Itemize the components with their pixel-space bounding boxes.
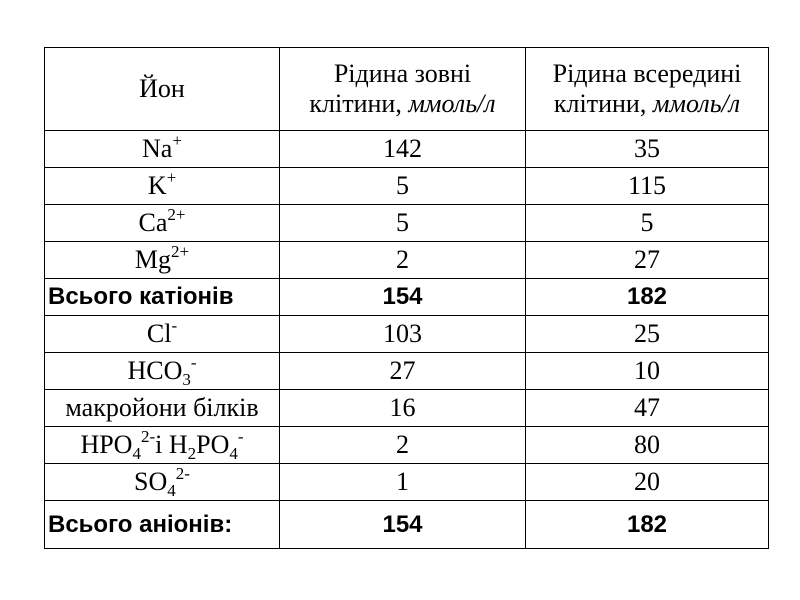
ion-cell (45, 168, 280, 205)
ion-cell (45, 427, 280, 464)
outside-value: 2 (280, 427, 526, 464)
ion-charge: + (166, 168, 177, 188)
outside-value: 1 (280, 464, 526, 501)
ion-formula-part: PO (196, 430, 230, 459)
ion-charge: 2+ (167, 205, 186, 225)
ion-cell (45, 353, 280, 390)
ion-charge: 2+ (171, 242, 190, 262)
header-inside-line2: клітини, (553, 89, 647, 118)
ion-cell (45, 131, 280, 168)
ion-subscript: 4 (132, 444, 141, 464)
ion-subscript: 4 (229, 444, 238, 464)
outside-value: 154 (280, 279, 526, 316)
inside-value: 47 (526, 390, 769, 427)
ion-concentration-table (44, 47, 769, 549)
ion-charge: - (190, 353, 197, 373)
ion-symbol: Na (142, 134, 173, 163)
outside-value: 2 (280, 242, 526, 279)
inside-value: 25 (526, 316, 769, 353)
table-row (45, 168, 769, 205)
ion-charge: 2- (175, 464, 190, 484)
outside-value: 16 (280, 390, 526, 427)
outside-value: 154 (280, 501, 526, 549)
table-row (45, 205, 769, 242)
table-row (45, 131, 769, 168)
ion-formula-joiner: і H (155, 430, 188, 459)
total-cations-label: Всього катіонів (45, 279, 280, 316)
table-row (45, 464, 769, 501)
ion-formula-part: SO (134, 467, 168, 496)
outside-value: 27 (280, 353, 526, 390)
inside-value: 20 (526, 464, 769, 501)
ion-symbol: Mg (134, 245, 172, 274)
total-anions-row (45, 501, 769, 549)
ion-formula-part: HCO (127, 356, 183, 385)
ion-symbol: K (147, 171, 167, 200)
inside-value: 10 (526, 353, 769, 390)
ion-charge: - (171, 316, 178, 336)
inside-value: 115 (526, 168, 769, 205)
ion-symbol: Cl (146, 319, 172, 348)
ion-symbol: Ca (138, 208, 168, 237)
header-outside-cell (280, 48, 526, 131)
ion-charge: 2- (140, 427, 156, 447)
inside-value: 182 (526, 501, 769, 549)
table-row (45, 242, 769, 279)
ion-cell (45, 464, 280, 501)
ion-charge: - (237, 427, 244, 447)
outside-value: 5 (280, 168, 526, 205)
table-row (45, 427, 769, 464)
ion-cell (45, 205, 280, 242)
header-inside-line1: Рідина всередині (552, 59, 742, 88)
ion-subscript: 3 (182, 370, 191, 390)
inside-value: 80 (526, 427, 769, 464)
ion-cell: макройони білків (45, 390, 280, 427)
header-outside-unit: ммоль/л (408, 89, 496, 118)
outside-value: 103 (280, 316, 526, 353)
total-cations-row (45, 279, 769, 316)
inside-value: 27 (526, 242, 769, 279)
inside-value: 182 (526, 279, 769, 316)
inside-value: 35 (526, 131, 769, 168)
header-row (45, 48, 769, 131)
outside-value: 142 (280, 131, 526, 168)
total-anions-label: Всього аніонів: (45, 501, 280, 549)
outside-value: 5 (280, 205, 526, 242)
ion-subscript: 4 (167, 481, 176, 501)
table-row (45, 390, 769, 427)
header-outside-line2: клітини, (309, 89, 402, 118)
header-inside-unit: ммоль/л (652, 89, 741, 118)
table-row (45, 316, 769, 353)
ion-cell (45, 316, 280, 353)
ion-subscript: 2 (187, 444, 197, 464)
ion-cell (45, 242, 280, 279)
header-ion: Йон (45, 48, 280, 131)
header-inside-cell (526, 48, 769, 131)
ion-charge: + (172, 131, 182, 151)
table-row (45, 353, 769, 390)
ion-formula-part: HPO (80, 430, 133, 459)
header-outside-line1: Рідина зовні (333, 59, 472, 88)
inside-value: 5 (526, 205, 769, 242)
